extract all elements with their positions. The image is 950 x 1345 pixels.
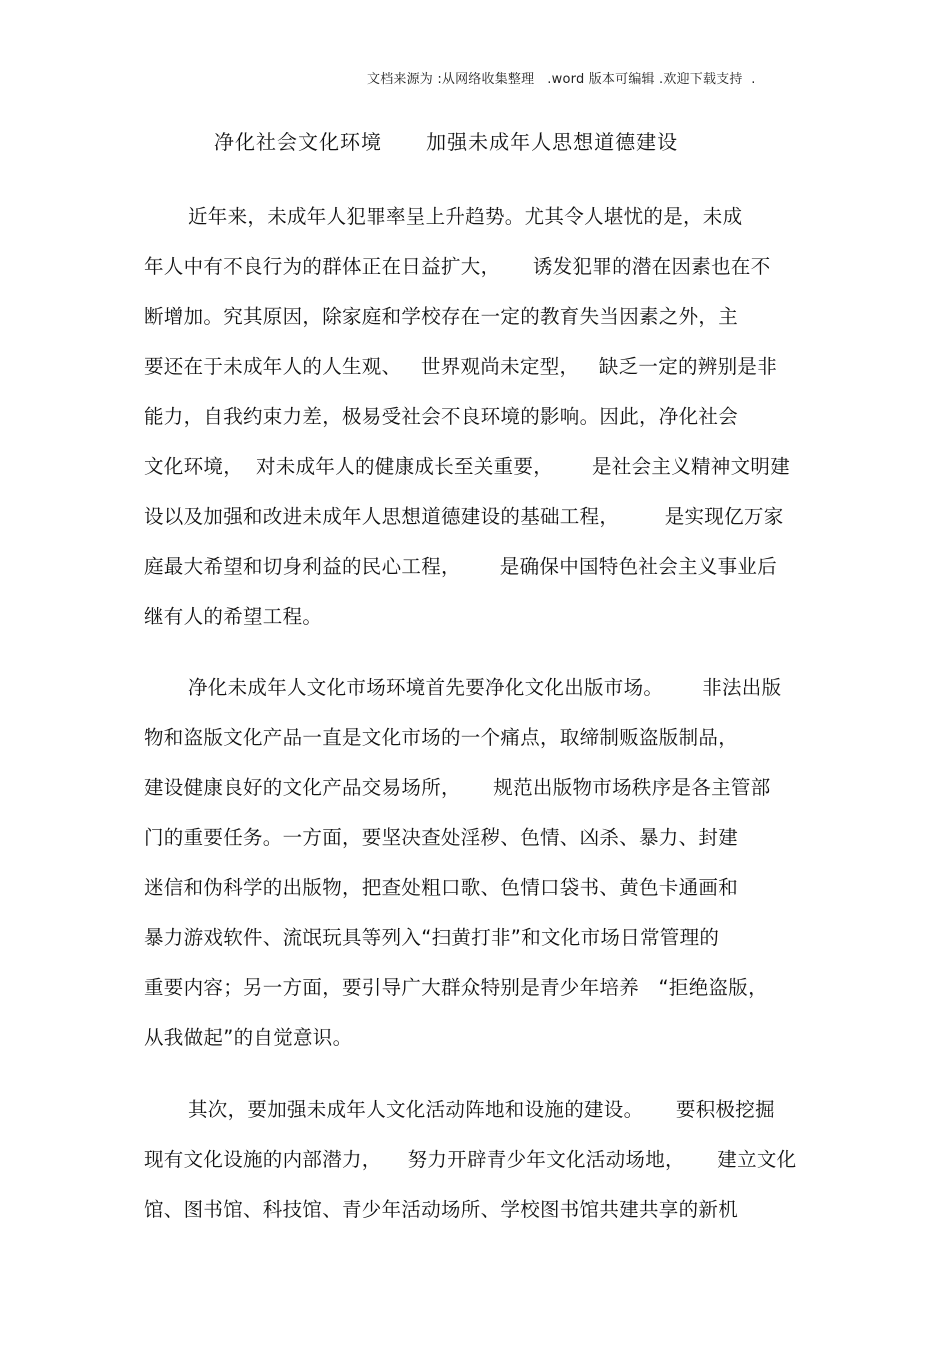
text-line: 现有文化设施的内部潜力， 努力开辟青少年文化活动场地， 建立文化 <box>144 1148 797 1171</box>
text-line: 断增加。究其原因，除家庭和学校存在一定的教育失当因素之外，主 <box>144 305 739 328</box>
paragraph-3 <box>144 1085 824 1235</box>
text-line: 继有人的希望工程。 <box>144 605 323 628</box>
document-title: 净化社会文化环境 加强未成年人思想道德建设 <box>214 130 679 154</box>
header-note: 文档来源为 :从网络收集整理 .word 版本可编辑 .欢迎下载支持 . <box>367 72 756 87</box>
text-line: 迷信和伪科学的出版物，把查处粗口歌、色情口袋书、黄色卡通画和 <box>144 876 739 899</box>
text-line: 重要内容；另一方面，要引导广大群众特别是青少年培养 “拒绝盗版， <box>144 976 768 999</box>
text-line: 文化环境， 对未成年人的健康成长至关重要， 是社会主义精神文明建 <box>144 455 790 478</box>
text-line: 建设健康良好的文化产品交易场所， 规范出版物市场秩序是各主管部 <box>144 776 771 799</box>
paragraph-1 <box>144 192 824 642</box>
text-line: 近年来，未成年人犯罪率呈上升趋势。尤其令人堪忧的是，未成 <box>188 205 743 228</box>
text-line: 能力，自我约束力差，极易受社会不良环境的影响。因此，净化社会 <box>144 405 739 428</box>
text-line: 物和盗版文化产品一直是文化市场的一个痛点，取缔制贩盗版制品， <box>144 726 739 749</box>
text-line: 设以及加强和改进未成年人思想道德建设的基础工程， 是实现亿万家 <box>144 505 784 528</box>
text-line: 馆、图书馆、科技馆、青少年活动场所、学校图书馆共建共享的新机 <box>144 1198 739 1221</box>
text-line: 其次，要加强未成年人文化活动阵地和设施的建设。 要积极挖掘 <box>188 1098 775 1121</box>
text-line: 要还在于未成年人的人生观、 世界观尚未定型， 缺乏一定的辨别是非 <box>144 355 777 378</box>
text-line: 从我做起”的自觉意识。 <box>144 1026 353 1049</box>
text-line: 门的重要任务。一方面，要坚决查处淫秽、色情、凶杀、暴力、封建 <box>144 826 739 849</box>
text-line: 净化未成年人文化市场环境首先要净化文化出版市场。 非法出版 <box>188 676 782 699</box>
text-line: 暴力游戏软件、流氓玩具等列入“扫黄打非”和文化市场日常管理的 <box>144 926 720 949</box>
paragraph-2 <box>144 663 824 1063</box>
text-line: 庭最大希望和切身利益的民心工程， 是确保中国特色社会主义事业后 <box>144 555 777 578</box>
text-line: 年人中有不良行为的群体正在日益扩大， 诱发犯罪的潜在因素也在不 <box>144 255 771 278</box>
